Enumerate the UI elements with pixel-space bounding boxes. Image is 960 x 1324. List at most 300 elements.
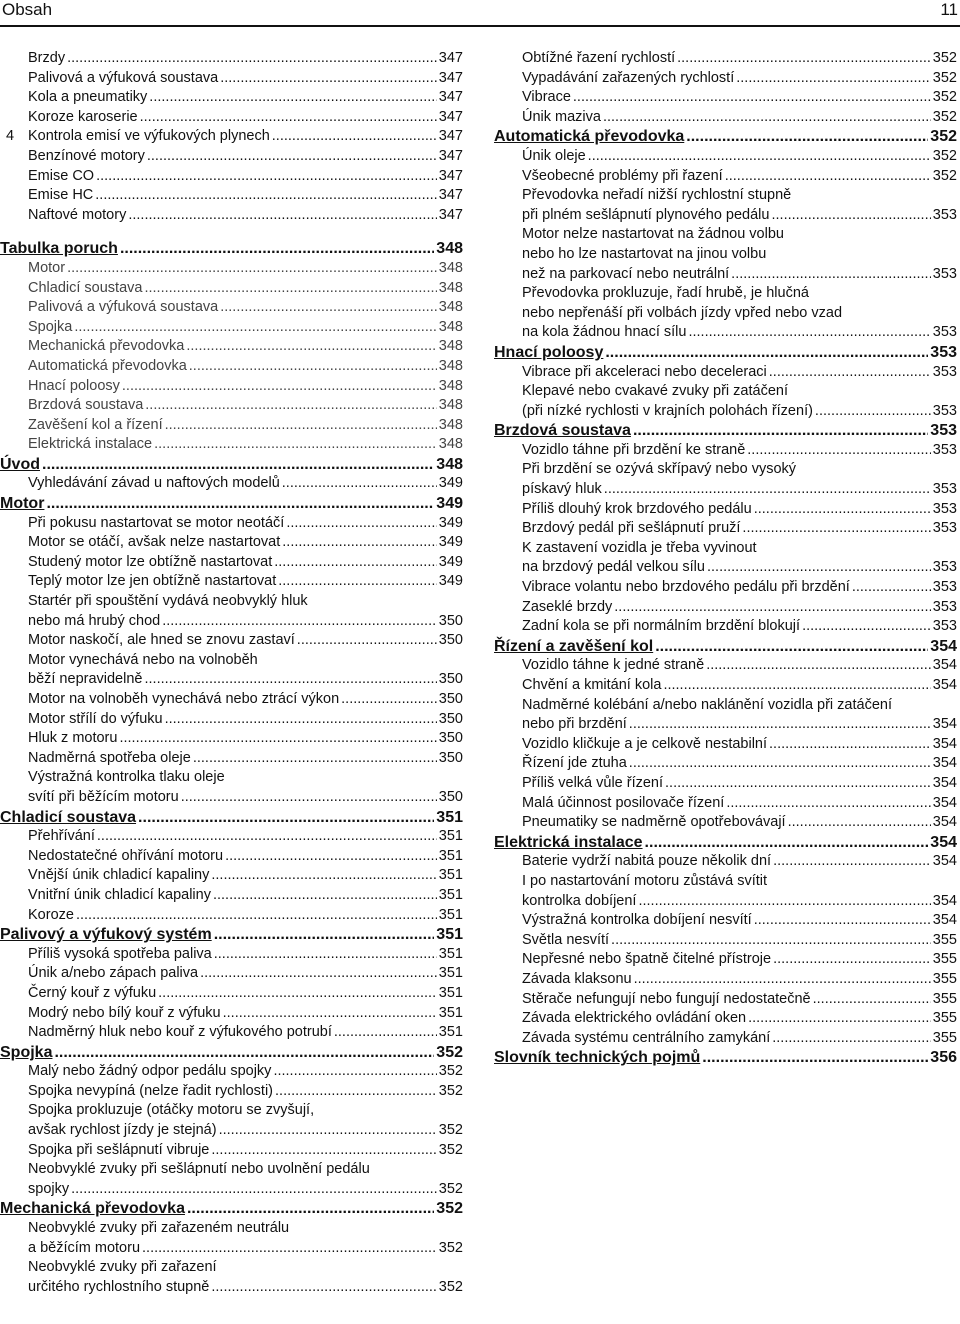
toc-entry-row <box>28 318 463 338</box>
toc-entry-row <box>522 598 957 618</box>
toc-entry[interactable] <box>494 167 957 187</box>
toc-entry-title: Automatická převodovka <box>28 357 187 374</box>
toc-page-number: 354 <box>932 755 957 772</box>
toc-page-number: 355 <box>932 970 957 987</box>
toc-entry[interactable] <box>494 441 957 461</box>
toc-entry[interactable] <box>0 1160 463 1199</box>
leader-dots <box>200 964 437 984</box>
leader-dots <box>731 265 931 285</box>
toc-section[interactable] <box>494 1048 957 1068</box>
toc-section[interactable] <box>0 808 463 828</box>
leader-dots <box>754 500 931 520</box>
toc-entry-title: Závada elektrického ovládání oken <box>522 1010 747 1027</box>
toc-page-number: 353 <box>932 206 957 223</box>
toc-page-number: 354 <box>932 794 957 811</box>
toc-entry[interactable] <box>0 729 463 749</box>
leader-dots <box>665 774 931 794</box>
toc-page-number: 349 <box>438 475 463 492</box>
leader-dots <box>645 833 929 853</box>
toc-entry-title: Koroze karoserie <box>28 108 138 125</box>
toc-entry[interactable] <box>494 539 957 578</box>
leader-dots <box>67 49 437 69</box>
toc-entry[interactable] <box>494 1029 957 1049</box>
leader-dots <box>334 1023 437 1043</box>
toc-page-number: 349 <box>438 573 463 590</box>
leader-dots <box>769 735 931 755</box>
toc-entry-title: kontrolka dobíjení <box>522 892 637 909</box>
toc-entry[interactable] <box>0 1082 463 1102</box>
leader-dots <box>802 617 931 637</box>
toc-entry[interactable] <box>0 866 463 886</box>
leader-dots <box>122 377 437 397</box>
toc-entry-title-line: nebo nepřenáší při volbách jízdy vpřed nebo vzad <box>522 304 843 321</box>
toc-entry-title: Baterie vydrží nabitá pouze několik dní <box>522 853 772 870</box>
toc-entry-row <box>28 847 463 867</box>
toc-entry[interactable] <box>494 186 957 225</box>
toc-entry-row <box>28 533 463 553</box>
toc-entry-title: Spojka nevypíná (nelze řadit rychlosti) <box>28 1082 274 1099</box>
toc-entry[interactable] <box>0 1062 463 1082</box>
toc-entry[interactable] <box>494 656 957 676</box>
toc-entry-title: Chladicí soustava <box>0 808 137 826</box>
leader-dots <box>76 906 437 926</box>
toc-page-number: 351 <box>436 926 463 944</box>
page-number: 11 <box>940 0 958 19</box>
toc-section[interactable] <box>0 239 463 259</box>
toc-entry[interactable] <box>494 49 957 69</box>
toc-page-number: 353 <box>932 559 957 576</box>
toc-entry-row <box>28 396 463 416</box>
toc-page-number: 353 <box>932 324 957 341</box>
toc-entry-row <box>28 1004 463 1024</box>
leader-dots <box>144 279 436 299</box>
toc-entry[interactable] <box>494 617 957 637</box>
toc-section[interactable] <box>494 421 957 441</box>
toc-entry-title-line: Převodovka neřadí nižší rychlostní stupně <box>522 187 792 204</box>
toc-entry-row <box>522 558 957 578</box>
toc-entry-title: Modrý nebo bílý kouř z výfuku <box>28 1004 221 1021</box>
toc-entry-title: Vozidlo kličkuje a je celkově nestabilní <box>522 735 768 752</box>
toc-entry[interactable] <box>0 1023 463 1043</box>
toc-entry-title: Palivový a výfukový systém <box>0 926 212 944</box>
toc-section[interactable] <box>0 1043 463 1063</box>
leader-dots <box>747 441 931 461</box>
toc-entry-title: Koroze <box>28 906 74 923</box>
toc-page-number: 348 <box>438 259 463 276</box>
toc-entry-title: Emise HC <box>28 187 94 204</box>
toc-entry-row <box>522 990 957 1010</box>
toc-page-number: 347 <box>438 128 463 145</box>
leader-dots <box>663 676 930 696</box>
toc-entry[interactable] <box>0 1219 463 1258</box>
toc-entry[interactable] <box>0 572 463 592</box>
toc-entry[interactable] <box>0 1258 463 1297</box>
toc-entry-title: Spojka <box>0 1043 53 1061</box>
toc-entry-row <box>28 206 463 226</box>
toc-entry-row <box>28 612 463 632</box>
leader-dots <box>220 298 437 318</box>
toc-page-number: 348 <box>438 377 463 394</box>
toc-entry[interactable] <box>494 69 957 89</box>
toc-entry[interactable] <box>0 514 463 534</box>
toc-entry[interactable] <box>0 690 463 710</box>
leader-dots <box>145 396 437 416</box>
toc-entry[interactable] <box>0 88 463 108</box>
toc-page-number: 356 <box>930 1049 957 1067</box>
toc-entry[interactable] <box>494 931 957 951</box>
toc-entry-title: avšak rychlost jízdy je stejná) <box>28 1122 217 1139</box>
toc-entry[interactable] <box>494 598 957 618</box>
toc-entry-row <box>28 435 463 455</box>
toc-entry[interactable] <box>494 225 957 284</box>
leader-dots <box>742 519 930 539</box>
toc-page-number: 347 <box>438 187 463 204</box>
toc-page-number: 350 <box>438 691 463 707</box>
leader-dots <box>633 421 928 441</box>
toc-entry-title: Černý kouř z výfuku <box>28 984 157 1001</box>
toc-entry[interactable] <box>494 500 957 520</box>
toc-entry[interactable] <box>494 460 957 499</box>
leader-dots <box>852 578 931 598</box>
leader-dots <box>282 474 437 494</box>
leader-dots <box>273 1062 436 1082</box>
leader-dots <box>688 323 930 343</box>
toc-entry-title: Přehřívání <box>28 828 95 845</box>
toc-page-number: 349 <box>436 495 463 513</box>
toc-entry-title: svítí při běžícím motoru <box>28 788 179 805</box>
toc-entry-title: Vibrace <box>522 89 571 106</box>
leader-dots <box>707 558 931 578</box>
toc-entry-row <box>522 441 957 461</box>
toc-entry-row <box>0 808 463 828</box>
toc-entry[interactable] <box>0 964 463 984</box>
toc-entry-row <box>494 637 957 657</box>
toc-page-number: 348 <box>438 357 463 374</box>
toc-entry[interactable] <box>494 382 957 421</box>
toc-entry-row <box>28 906 463 926</box>
toc-page-number: 349 <box>438 553 463 570</box>
toc-entry[interactable] <box>0 631 463 651</box>
toc-page-number: 353 <box>932 598 957 615</box>
toc-entry-title-line: Při brzdění se ozývá skřípavý nebo vysoký <box>522 461 797 478</box>
toc-entry[interactable] <box>494 774 957 794</box>
toc-entry-title: Vozidlo táhne při brzdění ke straně <box>522 441 746 458</box>
toc-entry[interactable] <box>0 108 463 128</box>
toc-entry-title: Malá účinnost posilovače řízení <box>522 794 725 811</box>
leader-dots <box>220 69 437 89</box>
toc-entry[interactable] <box>0 186 463 206</box>
toc-entry-row <box>28 298 463 318</box>
toc-entry-title: Příliš velká vůle řízení <box>522 774 664 791</box>
toc-entry[interactable] <box>494 284 957 343</box>
leader-dots <box>211 1141 436 1161</box>
toc-entry[interactable] <box>0 651 463 690</box>
toc-page-number: 352 <box>932 108 957 125</box>
toc-entry-title: Kontrola emisí ve výfukových plynech <box>28 128 270 145</box>
toc-page-number: 353 <box>932 402 957 419</box>
leader-dots <box>154 435 437 455</box>
toc-entry-row <box>522 970 957 990</box>
toc-page-number: 348 <box>438 299 463 316</box>
toc-page-number: 353 <box>932 265 957 282</box>
leader-dots <box>223 1004 437 1024</box>
toc-page-number: 353 <box>932 618 957 635</box>
toc-entry-row <box>28 690 463 710</box>
toc-entry[interactable] <box>494 911 957 931</box>
chapter-number: 4 <box>6 128 15 145</box>
toc-entry-title: Chladicí soustava <box>28 279 143 296</box>
toc-section[interactable] <box>494 637 957 657</box>
page-header <box>0 0 960 27</box>
toc-entry-row <box>522 519 957 539</box>
toc-page-number: 354 <box>930 637 957 655</box>
toc-entry-row <box>522 931 957 951</box>
toc-page-number: 353 <box>930 343 957 361</box>
toc-entry[interactable] <box>0 710 463 730</box>
toc-entry-row <box>28 49 463 69</box>
toc-entry-row <box>28 572 463 592</box>
toc-entry[interactable] <box>0 396 463 416</box>
leader-dots <box>186 337 436 357</box>
toc-entry[interactable] <box>0 279 463 299</box>
toc-entry[interactable] <box>0 416 463 436</box>
toc-page-number: 351 <box>438 965 463 982</box>
toc-entry-row <box>522 1029 957 1049</box>
toc-entry-title: Únik maziva <box>522 108 601 125</box>
toc-entry[interactable] <box>0 49 463 69</box>
leader-dots <box>274 553 437 573</box>
toc-entry[interactable] <box>0 827 463 847</box>
leader-dots <box>702 1048 928 1068</box>
leader-dots <box>629 754 931 774</box>
toc-entry[interactable] <box>0 69 463 89</box>
toc-entry[interactable] <box>494 147 957 167</box>
toc-page-number: 352 <box>438 1063 463 1080</box>
toc-entry-title: nebo má hrubý chod <box>28 612 161 629</box>
toc-entry[interactable] <box>494 990 957 1010</box>
toc-entry-title: Brzdová soustava <box>28 397 144 414</box>
toc-entry-title: Motor naskočí, ale hned se znovu zastaví <box>28 632 295 649</box>
leader-dots <box>181 788 437 808</box>
toc-page-number: 353 <box>932 520 957 537</box>
leader-dots <box>213 886 437 906</box>
toc-entry[interactable] <box>494 676 957 696</box>
toc-entry[interactable] <box>0 749 463 769</box>
toc-page-number: 354 <box>932 814 957 831</box>
toc-section[interactable] <box>494 833 957 853</box>
toc-entry-row <box>522 500 957 520</box>
toc-entry[interactable] <box>494 519 957 539</box>
toc-section[interactable] <box>0 455 463 475</box>
toc-entry-row <box>28 1023 463 1043</box>
toc-entry-title: Benzínové motory <box>28 147 145 164</box>
leader-dots <box>629 715 931 735</box>
toc-entry[interactable] <box>494 363 957 383</box>
toc-entry[interactable] <box>0 945 463 965</box>
toc-section[interactable] <box>494 127 957 147</box>
toc-entry[interactable] <box>0 906 463 926</box>
toc-entry-row <box>522 265 957 285</box>
toc-chapter[interactable] <box>0 127 463 147</box>
toc-entry-title: Motor střílí do výfuku <box>28 710 163 727</box>
leader-dots <box>603 108 931 128</box>
toc-entry-title: Emise CO <box>28 167 95 184</box>
leader-dots <box>655 637 928 657</box>
leader-dots <box>211 866 436 886</box>
toc-entry-title: a běžícím motoru <box>28 1239 141 1256</box>
toc-page-number: 354 <box>932 735 957 752</box>
toc-entry[interactable] <box>0 167 463 187</box>
toc-page-number: 351 <box>438 945 463 962</box>
toc-entry-title: Tabulka poruch <box>0 240 118 258</box>
toc-entry[interactable] <box>494 794 957 814</box>
toc-entry-row <box>28 553 463 573</box>
toc-section[interactable] <box>494 343 957 363</box>
toc-entry-row <box>28 1121 463 1141</box>
toc-entry-row <box>28 1239 463 1259</box>
toc-entry[interactable] <box>494 950 957 970</box>
toc-column-right <box>494 49 957 1068</box>
toc-page-number: 352 <box>438 1122 463 1139</box>
leader-dots <box>95 186 437 206</box>
toc-page-number: 348 <box>438 338 463 355</box>
toc-entry-title-line: Výstražná kontrolka tlaku oleje <box>28 769 225 786</box>
toc-entry[interactable] <box>0 1141 463 1161</box>
toc-entry-title: Malý nebo žádný odpor pedálu spojky <box>28 1063 272 1080</box>
leader-dots <box>341 690 437 710</box>
toc-entry[interactable] <box>0 847 463 867</box>
toc-entry-title: Automatická převodovka <box>494 128 685 146</box>
toc-entry[interactable] <box>0 1101 463 1140</box>
toc-entry[interactable] <box>0 318 463 338</box>
leader-dots <box>754 911 931 931</box>
toc-page-number: 351 <box>438 886 463 903</box>
toc-entry-row <box>0 455 463 475</box>
leader-dots <box>219 1121 437 1141</box>
toc-entry-title: Zadní kola se při normálním brzdění blokují <box>522 618 801 635</box>
toc-entry[interactable] <box>0 533 463 553</box>
toc-entry[interactable] <box>0 298 463 318</box>
leader-dots <box>165 416 437 436</box>
toc-column-left <box>0 49 463 1297</box>
toc-entry[interactable] <box>494 1009 957 1029</box>
toc-entry-title: nebo při brzdění <box>522 716 627 733</box>
leader-dots <box>706 656 931 676</box>
toc-entry[interactable] <box>0 1004 463 1024</box>
leader-dots <box>42 455 434 475</box>
toc-entry-title: Příliš dlouhý krok brzdového pedálu <box>522 500 752 517</box>
toc-page-number: 349 <box>438 534 463 551</box>
toc-entry[interactable] <box>0 206 463 226</box>
toc-entry[interactable] <box>494 578 957 598</box>
toc-entry-title: Motor <box>28 259 66 276</box>
toc-page-number: 347 <box>438 50 463 66</box>
toc-entry-title: Únik a/nebo zápach paliva <box>28 965 199 982</box>
leader-dots <box>638 892 930 912</box>
toc-section[interactable] <box>0 494 463 514</box>
toc-entry-row <box>522 578 957 598</box>
toc-page-number: 353 <box>932 579 957 596</box>
toc-entry-title: Nedostatečné ohřívání motoru <box>28 847 224 864</box>
toc-entry-title: Chvění a kmitání kola <box>522 677 662 693</box>
toc-entry[interactable] <box>0 435 463 455</box>
toc-entry-row <box>522 754 957 774</box>
toc-entry[interactable] <box>0 357 463 377</box>
toc-entry-row <box>494 421 957 441</box>
toc-entry[interactable] <box>494 696 957 735</box>
toc-entry[interactable] <box>0 768 463 807</box>
toc-page-number: 354 <box>932 716 957 733</box>
toc-page-number: 350 <box>438 730 463 747</box>
toc-entry-title: Palivová a výfuková soustava <box>28 69 219 86</box>
leader-dots <box>773 950 931 970</box>
toc-entry[interactable] <box>0 984 463 1004</box>
toc-entry-title: Pneumatiky se nadměrně opotřebovávají <box>522 814 786 831</box>
toc-page-number: 348 <box>438 279 463 296</box>
toc-entry[interactable] <box>494 735 957 755</box>
toc-entry-title: Únik oleje <box>522 147 586 164</box>
leader-dots <box>119 729 436 749</box>
leader-dots <box>120 239 434 259</box>
toc-entry[interactable] <box>0 147 463 167</box>
leader-dots <box>211 1278 436 1298</box>
toc-entry[interactable] <box>0 337 463 357</box>
toc-page-number: 347 <box>438 167 463 184</box>
leader-dots <box>138 808 434 828</box>
toc-entry[interactable] <box>0 259 463 279</box>
toc-section[interactable] <box>0 1199 463 1219</box>
toc-entry[interactable] <box>0 592 463 631</box>
toc-entry-row <box>28 127 463 147</box>
toc-entry-title-line: Neobvyklé zvuky při zařazeném neutrálu <box>28 1220 290 1237</box>
toc-entry-title: Zavěšení kol a řízení <box>28 416 163 433</box>
leader-dots <box>214 925 435 945</box>
toc-entry[interactable] <box>0 377 463 397</box>
toc-entry-title: Vnitřní únik chladicí kapaliny <box>28 886 211 903</box>
toc-entry-row <box>522 813 957 833</box>
toc-entry-row <box>28 108 463 128</box>
toc-entry-title: Mechanická převodovka <box>28 338 185 355</box>
toc-entry-row <box>28 1082 463 1102</box>
toc-entry[interactable] <box>0 553 463 573</box>
leader-dots <box>611 931 931 951</box>
toc-entry[interactable] <box>494 970 957 990</box>
toc-entry[interactable] <box>494 813 957 833</box>
leader-dots <box>96 167 437 187</box>
toc-page-number: 352 <box>438 1278 463 1295</box>
toc-entry[interactable] <box>494 872 957 911</box>
toc-page-number: 350 <box>438 710 463 727</box>
leader-dots <box>605 343 928 363</box>
toc-entry-title: Nadměrná spotřeba oleje <box>28 749 191 766</box>
toc-entry-title: Při pokusu nastartovat se motor neotáčí <box>28 514 285 531</box>
toc-entry[interactable] <box>0 474 463 494</box>
toc-entry[interactable] <box>0 886 463 906</box>
leader-dots <box>67 259 437 279</box>
toc-section[interactable] <box>0 925 463 945</box>
toc-entry[interactable] <box>494 754 957 774</box>
toc-entry[interactable] <box>494 852 957 872</box>
toc-entry-title-line: nebo ho lze nastartovat na jinou volbu <box>522 245 767 262</box>
toc-entry-row <box>28 474 463 494</box>
toc-page-number: 349 <box>438 514 463 531</box>
toc-page-number: 350 <box>438 788 463 805</box>
leader-dots <box>158 984 437 1004</box>
toc-entry[interactable] <box>494 88 957 108</box>
toc-entry-title: Spojka při sešlápnutí vibruje <box>28 1141 210 1158</box>
toc-entry[interactable] <box>494 108 957 128</box>
toc-page-number: 354 <box>932 853 957 870</box>
